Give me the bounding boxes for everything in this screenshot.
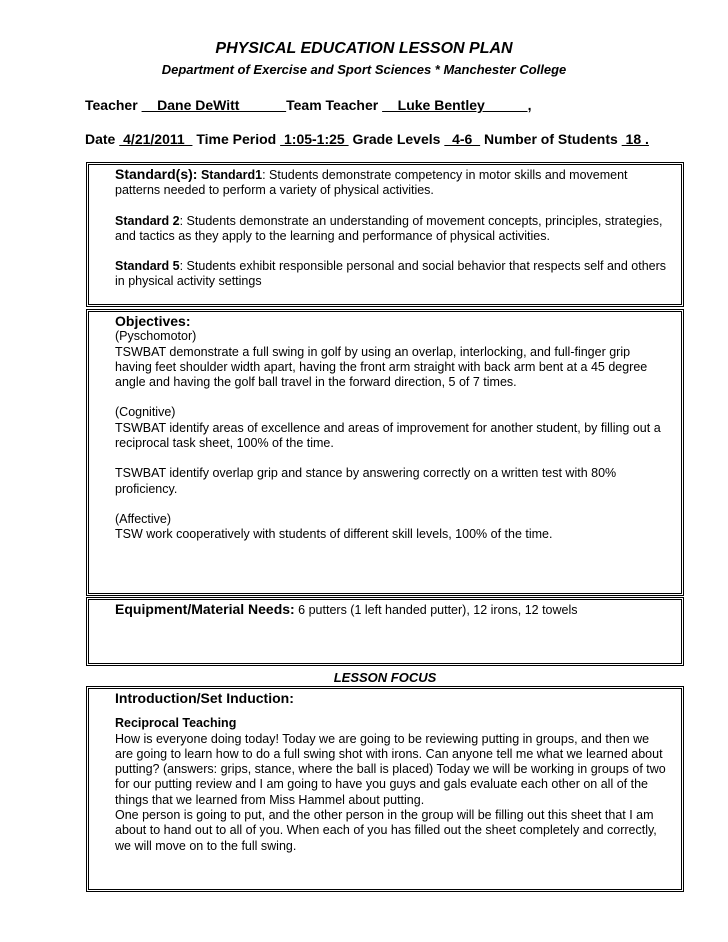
- standard5-text: : Students exhibit responsible personal and social behavior that respects self and others in physical activity settings: [115, 259, 667, 289]
- date-line: [85, 131, 649, 147]
- introduction-box: [86, 686, 684, 892]
- standard5-label: Standard 5: [115, 259, 180, 274]
- introduction-paragraph-2: One person is going to put, and the other person in the group will be filling out this sheet that I am about to hand out to all of you. When each of you has filled out the sheet completely and correctly, we will move on to the full swing.: [115, 808, 657, 853]
- teacher-value: Dane DeWitt: [141, 97, 287, 113]
- teacher-label: Teacher: [85, 97, 138, 113]
- students-value: 18 .: [621, 131, 649, 147]
- date-label: Date: [85, 131, 116, 147]
- cognitive-label: (Cognitive): [115, 405, 176, 420]
- team-teacher-value: Luke Bentley ,: [382, 97, 532, 113]
- standard2-text: : Students demonstrate an understanding of movement concepts, principles, strategies, and tactics as they apply to the learning and performance of physical activities.: [115, 213, 663, 243]
- lesson-focus-heading: LESSON FOCUS: [333, 670, 437, 685]
- reciprocal-teaching-heading: Reciprocal Teaching: [115, 716, 237, 731]
- time-period-value: 1:05-1:25: [280, 131, 349, 147]
- equipment-text: 6 putters (1 left handed putter), 12 irons, 12 towels: [294, 603, 578, 617]
- cognitive-text-2: TSWBAT identify overlap grip and stance by answering correctly on a written test with 80% proficiency.: [115, 466, 617, 496]
- grade-levels-label: Grade Levels: [352, 131, 441, 147]
- time-period-label: Time Period: [196, 131, 277, 147]
- introduction-heading: Introduction/Set Induction:: [115, 690, 294, 706]
- cognitive-text-1: TSWBAT identify areas of excellence and areas of improvement for another student, by filling out a reciprocal task sheet, 100% of the time.: [115, 420, 661, 451]
- standards-box: [86, 162, 684, 307]
- objectives-heading: Objectives:: [115, 313, 191, 329]
- standard1-label: Standard1: [200, 168, 263, 182]
- standards-heading: Standard(s):: [115, 166, 198, 182]
- document-subtitle: Department of Exercise and Sport Sciences * Manchester College: [161, 62, 567, 77]
- document-title: PHYSICAL EDUCATION LESSON PLAN: [215, 40, 513, 57]
- introduction-paragraph-1: How is everyone doing today! Today we are going to be reviewing putting in groups, and then we are going to learn how to do a full swing shot with irons. Can anyone tell me what we learned about putting? (answers: grips, stance, where the ball is placed) Today we will be working in groups of two for our putting review and I am going to have you guys and gals evaluate each other on all of the things that we learned from Miss Hammel about putting.: [115, 731, 666, 807]
- grade-levels-value: 4-6: [444, 131, 481, 147]
- standard1-text: : Students demonstrate competency in motor skills and movement patterns needed to perform a variety of physical activities.: [115, 168, 628, 198]
- affective-text: TSW work cooperatively with students of different skill levels, 100% of the time.: [115, 527, 553, 542]
- teacher-line: [85, 97, 531, 113]
- objectives-box: [86, 309, 684, 596]
- date-value: 4/21/2011: [119, 131, 193, 147]
- students-label: Number of Students: [484, 131, 618, 147]
- equipment-box: [86, 597, 684, 666]
- standard2-label: Standard 2: [115, 213, 180, 228]
- equipment-heading: Equipment/Material Needs:: [115, 601, 295, 617]
- team-teacher-label: Team Teacher: [286, 97, 379, 113]
- psychomotor-text: TSWBAT demonstrate a full swing in golf by using an overlap, interlocking, and full-finger grip having feet shoulder width apart, having the front arm straight with back arm bent at a 45 degree angle and having the golf ball travel in the forward direction, 5 of 7 times.: [115, 344, 648, 390]
- affective-label: (Affective): [115, 511, 172, 526]
- psychomotor-label: (Pyschomotor): [115, 329, 197, 344]
